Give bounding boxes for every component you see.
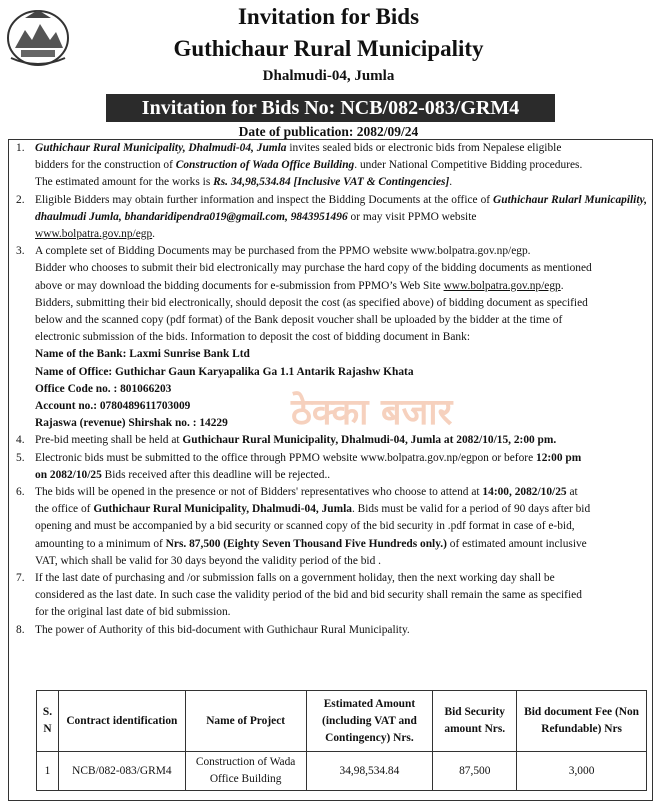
table-row: 1 NCB/082-083/GRM4 Construction of Wada Office Building 34,98,534.84 87,500 3,000 <box>37 752 647 791</box>
table-header-row <box>37 691 647 752</box>
col-document-fee: Bid document Fee (Non Refundable) Nrs <box>517 691 647 752</box>
col-project: Name of Project <box>185 691 306 752</box>
clause-7: 7. If the last date of purchasing and /or submission falls on a government holiday, then the next working day shall be considered as the last date. In such case the validity period of the bid and bid security shall remain the same as specified for the original last date of bid submission. <box>16 572 582 619</box>
clause-4: 4. Pre-bid meeting shall be held at Guthichaur Rural Municipality, Dhalmudi-04, Jumla at 2082/10/15, 2:00 pm. <box>16 434 557 447</box>
notice-title: Invitation for Bids <box>237 4 420 29</box>
clause-8: 8. The power of Authority of this bid-document with Guthichaur Rural Municipality. <box>16 623 410 636</box>
clause-5: 5. Electronic bids must be submitted to the office through PPMO website www.bolpatra.gov.np/egpon or before 12:00 pm on 2082/10/25 Bids received after this deadline will be rejected.. <box>16 451 582 481</box>
office-code: Office Code no. : 801066203 <box>35 382 172 395</box>
publication-date: Date of publication: 2082/09/24 <box>238 124 419 139</box>
organization-name: Guthichaur Rural Municipality <box>173 36 484 61</box>
col-contract-id: Contract identification <box>58 691 185 752</box>
bid-number-banner: Invitation for Bids No: NCB/082-083/GRM4 <box>106 94 555 122</box>
estimated-amount: Rs. 34,98,534.84 [Inclusive VAT & Contingencies] <box>213 176 450 189</box>
col-bid-security: Bid Security amount Nrs. <box>433 691 517 752</box>
clause-3: 3. A complete set of Bidding Documents may be purchased from the PPMO website www.bolpatra.gov.np/egp. Bidder who chooses to submit their bid electronically may purchase the hard copy of the bidding documents as mentioned above or may download the bidding documents for e-submission from PPMO’s Web Site www.bolpatra.gov.np/egp. Bidders, submitting their bid electronically, should deposit the cost (as specified above) of bidding document as specified below and the scanned copy (pdf format) of the Bank deposit voucher shall be uploaded by the bidder at the time of electronic submission of the bids. Information to deposit the cost of bidding document in Bank: Name of the Bank: Laxmi Sunrise Bank Ltd Name of Office: Guthichar Gaun Karyapalika Ga 1.1 Antarik Rajashw Khata Office Code no. : 801066203 Account no.: 0780489611703009 Rajaswa (revenue) Shirshak no. : 14229 <box>15 243 647 432</box>
revenue-heading: Rajaswa (revenue) Shirshak no. : 14229 <box>35 417 228 430</box>
watermark <box>287 380 477 442</box>
office-contact: Guthichaur Rularl Municapility, dhaulmudi Jumla, bhandaridipendra019@gmail.com, 9843951496 <box>35 193 647 223</box>
organization-address: Dhalmudi-04, Jumla <box>262 68 395 84</box>
ppmo-link[interactable]: www.bolpatra.gov.np/egp <box>35 228 153 241</box>
col-sn: S. N <box>37 691 59 752</box>
office-name: Name of Office: Guthichar Gaun Karyapalika Ga 1.1 Antarik Rajashw Khata <box>35 365 414 378</box>
bank-name: Name of the Bank: Laxmi Sunrise Bank Ltd <box>35 348 250 361</box>
bid-table <box>36 690 647 791</box>
clause-6: 6. The bids will be opened in the presence or not of Bidders' representatives who choose to attend at 14:00, 2082/10/25 at the office of Guthichaur Rural Municipality, Dhalmudi-04, Jumla. Bids must be valid for a period of 90 days after bid opening and must be accompanied by a bid security or scanned copy of the bid security in .pdf format in case of e-bid, amounting to a minimum of Nrs. 87,500 (Eighty Seven Thousand Five Hundreds only.) of estimated amount inclusive VAT, which shall be valid for 30 days beyond the validity period of the bid . <box>16 486 591 567</box>
account-number: Account no.: 0780489611703009 <box>35 400 191 413</box>
watermark-text: ठेक्का बजार <box>291 392 453 433</box>
ppmo-link[interactable]: www.bolpatra.gov.np/egp <box>443 279 561 292</box>
clause-1: 1. Guthichaur Rural Municipality, Dhalmudi-04, Jumla invites sealed bids or electronic bids from Nepalese eligible bidders for the construction of Construction of Wada Office Building. under National Competitive Bidding procedures. The estimated amount for the works is Rs. 34,98,534.84 [Inclusive VAT & Contingencies]. <box>16 142 583 189</box>
clause-2: 2. Eligible Bidders may obtain further information and inspect the Bidding Documents at the office of Guthichaur Rularl Municapility, dhaulmudi Jumla, bhandaridipendra019@gmail.com, 9843951496 or may visit PPMO website www.bolpatra.gov.np/egp. <box>16 193 647 241</box>
col-estimated-amount: Estimated Amount (including VAT and Contingency) Nrs. <box>306 691 433 752</box>
